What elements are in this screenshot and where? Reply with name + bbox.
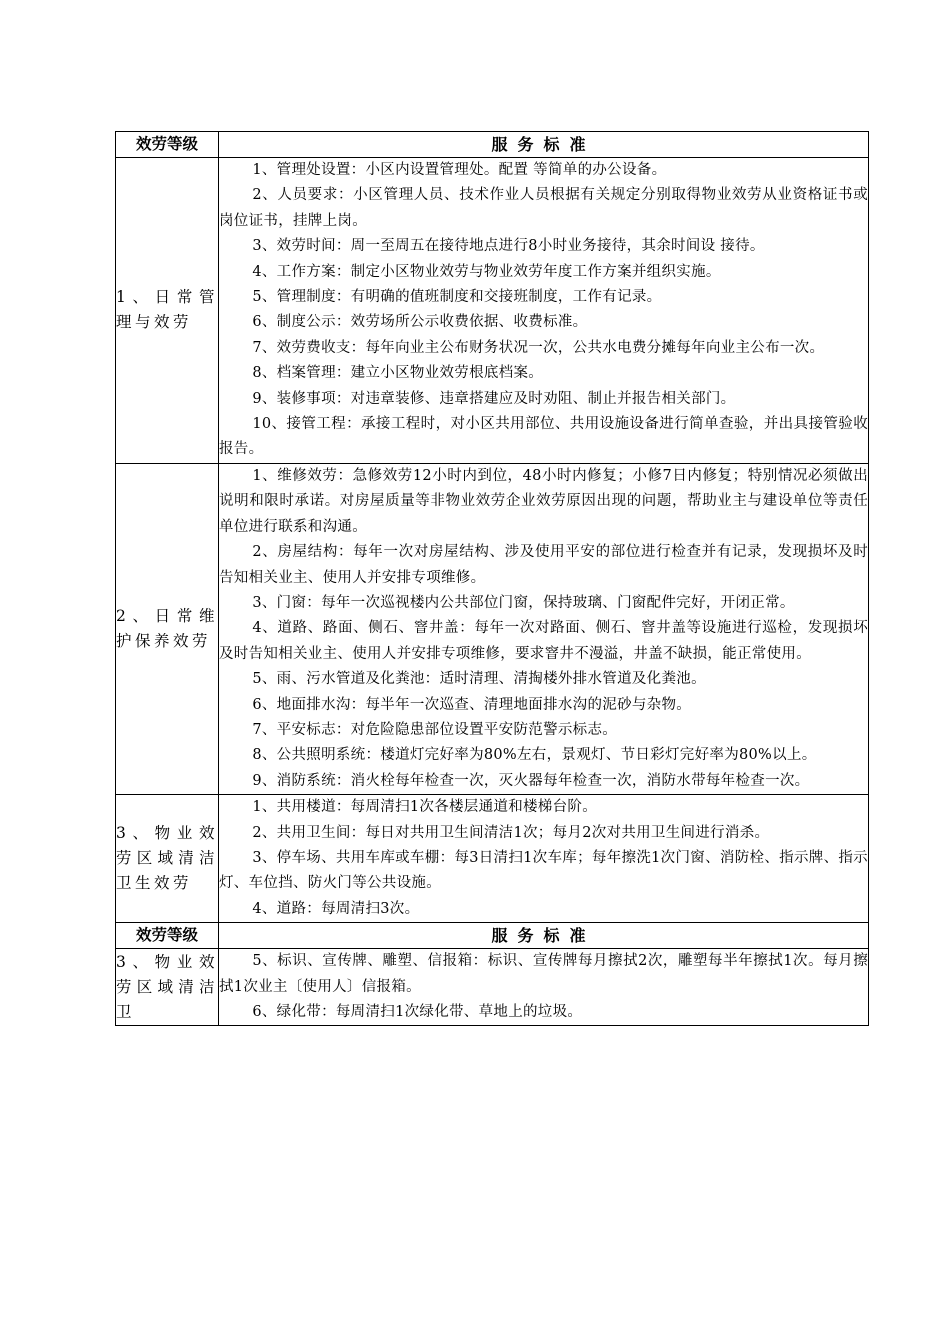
standard-item: 8、公共照明系统：楼道灯完好率为80%左右，景观灯、节日彩灯完好率为80%以上。 <box>252 747 817 764</box>
category-cell: 3、物业效劳区域清洁卫生效劳 <box>116 795 219 923</box>
standard-item: 1、管理处设置：小区内设置管理处。配置 等简单的办公设备。 <box>252 162 667 178</box>
standard-item: 8、档案管理：建立小区物业效劳根底档案。 <box>252 365 544 382</box>
standard-item: 3、门窗：每年一次巡视楼内公共部位门窗，保持玻璃、门窗配件完好，开闭正常。 <box>252 594 795 611</box>
standard-item: 9、装修事项：对违章装修、违章搭建应及时劝阻、制止并报告相关部门。 <box>252 390 736 407</box>
standard-item: 1、维修效劳：急修效劳12小时内到位，48小时内修复；小修7日内修复；特别情况必须做出说明和限时承诺。对房屋质量等非物业效劳企业效劳原因出现的问题，帮助业主与建设单位等责任单位进行联系和沟通。 <box>219 467 868 535</box>
standard-item: 6、制度公示：效劳场所公示收费依据、收费标准。 <box>252 314 588 331</box>
standards-cell <box>219 949 869 1026</box>
standards-cell <box>219 158 869 464</box>
standards-cell <box>219 795 869 923</box>
standards-cell <box>219 463 869 794</box>
header-service-level: 效劳等级 <box>116 132 219 158</box>
table-row <box>116 158 869 464</box>
standard-item: 9、消防系统：消火栓每年检查一次，灭火器每年检查一次，消防水带每年检查一次。 <box>252 772 810 789</box>
category-cell: 2、日常维护保养效劳 <box>116 463 219 794</box>
standard-item: 4、道路：每周清扫3次。 <box>252 900 420 917</box>
standard-item: 6、地面排水沟：每半年一次巡查、清理地面排水沟的泥砂与杂物。 <box>252 696 692 713</box>
standard-item: 5、雨、污水管道及化粪池：适时清理、清掏楼外排水管道及化粪池。 <box>252 671 706 688</box>
table-row <box>116 463 869 794</box>
standard-item: 7、平安标志：对危险隐患部位设置平安防范警示标志。 <box>252 721 618 738</box>
standard-item: 5、标识、宣传牌、雕塑、信报箱：标识、宣传牌每月擦拭2次，雕塑每半年擦拭1次。每月擦拭1次业主〔使用人〕信报箱。 <box>219 953 868 995</box>
standard-item: 4、工作方案：制定小区物业效劳与物业效劳年度工作方案并组织实施。 <box>252 263 721 280</box>
standard-item: 7、效劳费收支：每年向业主公布财务状况一次，公共水电费分摊每年向业主公布一次。 <box>252 339 825 356</box>
standard-item: 6、绿化带：每周清扫1次绿化带、草地上的垃圾。 <box>252 1004 583 1020</box>
standard-item: 2、人员要求：小区管理人员、技术作业人员根据有关规定分别取得物业效劳从业资格证书或岗位证书，挂牌上岗。 <box>219 187 868 229</box>
standard-item: 3、效劳时间：周一至周五在接待地点进行8小时业务接待，其余时间设 接待。 <box>252 238 765 255</box>
category-cell: 3、物业效劳区域清洁卫 <box>116 949 219 1026</box>
table-row <box>116 795 869 923</box>
standard-item: 10、接管工程：承接工程时，对小区共用部位、共用设施设备进行简单查验，并出具接管验收报告。 <box>219 416 868 458</box>
table-row <box>116 949 869 1026</box>
standard-item: 4、道路、路面、侧石、窨井盖：每年一次对路面、侧石、窨井盖等设施进行巡检，发现损坏及时告知相关业主、使用人并安排专项维修，要求窨井不漫溢，井盖不缺损，能正常使用。 <box>219 620 868 662</box>
table-header-row-repeat <box>116 923 869 949</box>
standard-item: 2、共用卫生间：每日对共用卫生间清洁1次；每月2次对共用卫生间进行消杀。 <box>252 824 770 841</box>
standard-item: 1、共用楼道：每周清扫1次各楼层通道和楼梯台阶。 <box>252 799 597 816</box>
table-header-row <box>116 132 869 158</box>
header-service-level: 效劳等级 <box>116 923 219 949</box>
service-standard-table <box>115 131 869 1026</box>
standard-item: 5、管理制度：有明确的值班制度和交接班制度，工作有记录。 <box>252 289 662 306</box>
standard-item: 2、房屋结构：每年一次对房屋结构、涉及使用平安的部位进行检查并有记录，发现损坏及时告知相关业主、使用人并安排专项维修。 <box>219 544 868 586</box>
category-cell: 1、日常管理与效劳 <box>116 158 219 464</box>
header-service-standard: 服务标准 <box>219 132 869 158</box>
header-service-standard: 服务标准 <box>219 923 869 949</box>
standard-item: 3、停车场、共用车库或车棚：每3日清扫1次车库；每年擦洗1次门窗、消防栓、指示牌、指示灯、车位挡、防火门等公共设施。 <box>219 849 868 892</box>
